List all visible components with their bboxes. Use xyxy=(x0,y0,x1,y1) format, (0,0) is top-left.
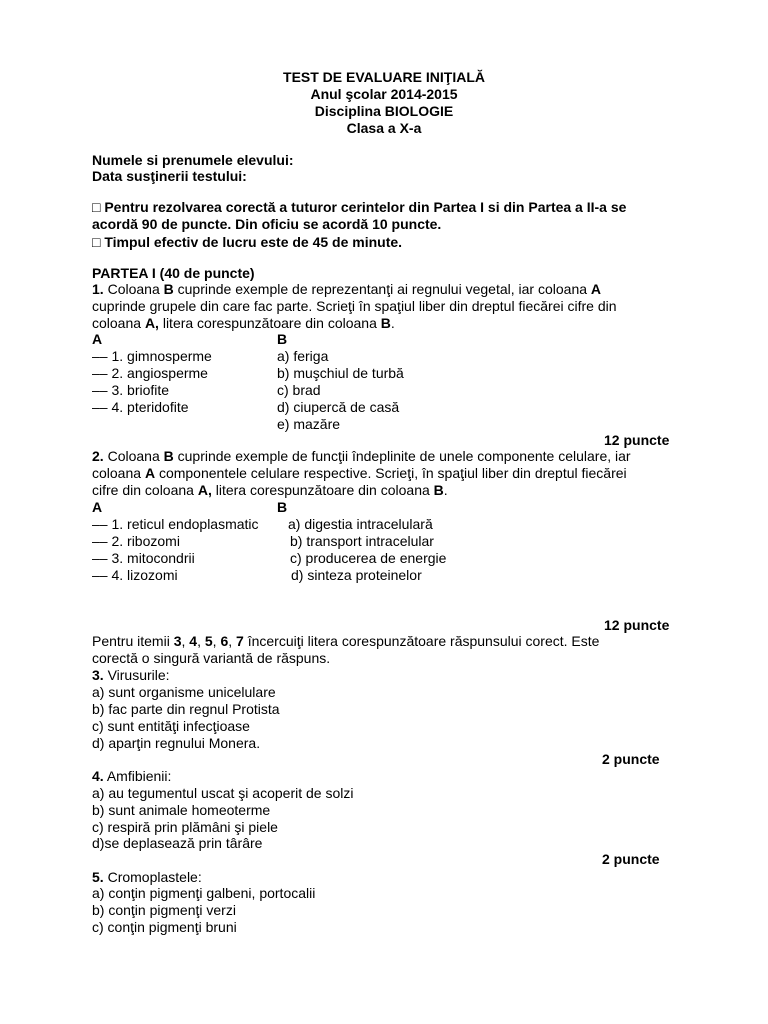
q2-b-item: a) digestia intracelulară xyxy=(288,516,433,532)
class-level: Clasa a X-a xyxy=(346,120,422,136)
q5-number: 5. xyxy=(92,869,104,885)
mc-intro-line-1: Pentru itemii 3, 4, 5, 6, 7 încercuiţi litera corespunzătoare răspunsului corect. Este xyxy=(92,633,600,649)
q4-stem: 4. Amfibienii: xyxy=(92,768,172,784)
q1-a-item: –– 3. briofite xyxy=(92,382,170,398)
q2-b-item: c) producerea de energie xyxy=(290,550,447,566)
mc-intro-line-2: corectă o singură variantă de răspuns. xyxy=(92,650,331,666)
part-1-heading: PARTEA I (40 de puncte) xyxy=(92,265,255,281)
q5-option: b) conţin pigmenţi verzi xyxy=(92,902,236,918)
q1-points: 12 puncte xyxy=(604,432,670,448)
q1-text-line-3: coloana A, litera corespunzătoare din coloana B. xyxy=(92,315,395,331)
q4-option: b) sunt animale homeoterme xyxy=(92,802,271,818)
q1-b-item: c) brad xyxy=(277,382,321,398)
q2-points: 12 puncte xyxy=(604,617,670,633)
q1-text-line-1: 1. Coloana B cuprinde exemple de reprezentanţi ai regnului vegetal, iar coloana A xyxy=(92,281,602,297)
q1-a-item: –– 4. pteridofite xyxy=(92,399,189,415)
q3-stem: 3. Virusurile: xyxy=(92,667,170,683)
q5-option: a) conţin pigmenţi galbeni, portocalii xyxy=(92,885,316,901)
q2-number: 2. xyxy=(92,448,104,464)
q3-number: 3. xyxy=(92,667,104,683)
instruction-1-line-1: □ Pentru rezolvarea corectă a tuturor cerintelor din Partea I si din Partea a II-a se xyxy=(92,199,627,215)
q2-a-item: –– 3. mitocondrii xyxy=(92,550,195,566)
q4-option: c) respiră prin plămâni şi piele xyxy=(92,819,278,835)
q2-a-item: –– 1. reticul endoplasmatic xyxy=(92,516,259,532)
instruction-2: □ Timpul efectiv de lucru este de 45 de minute. xyxy=(92,234,403,250)
q5-option: c) conţin pigmenţi bruni xyxy=(92,919,237,935)
q1-text-line-2: cuprinde grupele din care fac parte. Scrieţi în spaţiul liber din dreptul fiecărei cifre din xyxy=(92,298,617,314)
test-date-label: Data susţinerii testului: xyxy=(92,168,247,184)
school-year: Anul şcolar 2014-2015 xyxy=(310,86,458,102)
q1-a-item: –– 1. gimnosperme xyxy=(92,348,212,364)
q2-b-item: b) transport intracelular xyxy=(290,533,434,549)
q2-column-b-header: B xyxy=(277,499,288,515)
q1-b-item: b) muşchiul de turbă xyxy=(277,365,404,381)
q1-b-item: e) mazăre xyxy=(277,416,341,432)
q5-stem: 5. Cromoplastele: xyxy=(92,869,202,885)
q1-b-item: a) feriga xyxy=(277,348,329,364)
q4-points: 2 puncte xyxy=(602,851,660,867)
q2-text-line-2: coloana A componentele celulare respective. Scrieţi, în spaţiul liber din dreptul fiecărei xyxy=(92,465,627,481)
q3-option: b) fac parte din regnul Protista xyxy=(92,701,280,717)
q3-option: d) aparţin regnului Monera. xyxy=(92,735,261,751)
discipline: Disciplina BIOLOGIE xyxy=(314,103,454,119)
q3-option: a) sunt organisme unicelulare xyxy=(92,684,276,700)
q1-column-b-header: B xyxy=(277,331,288,347)
q1-number: 1. xyxy=(92,281,104,297)
q2-text-line-3: cifre din coloana A, litera corespunzătoare din coloana B. xyxy=(92,482,448,498)
q2-b-item: d) sinteza proteinelor xyxy=(291,567,422,583)
instruction-1-line-2: acordă 90 de puncte. Din oficiu se acordă 10 puncte. xyxy=(92,216,442,232)
q3-option: c) sunt entităţi infecţioase xyxy=(92,718,250,734)
q4-option: d)se deplasează prin târâre xyxy=(92,835,263,851)
q2-a-item: –– 2. ribozomi xyxy=(92,533,180,549)
student-name-label: Numele si prenumele elevului: xyxy=(92,152,294,168)
q4-option: a) au tegumentul uscat şi acoperit de solzi xyxy=(92,785,354,801)
q3-points: 2 puncte xyxy=(602,751,660,767)
q2-text-line-1: 2. Coloana B cuprinde exemple de funcţii îndeplinite de unele componente celulare, iar xyxy=(92,448,631,464)
q2-a-item: –– 4. lizozomi xyxy=(92,567,178,583)
q1-a-item: –– 2. angiosperme xyxy=(92,365,208,381)
doc-title: TEST DE EVALUARE INIŢIALĂ xyxy=(283,69,485,85)
q1-b-item: d) ciupercă de casă xyxy=(277,399,400,415)
q4-number: 4. xyxy=(92,768,104,784)
q2-column-a-header: A xyxy=(92,499,103,515)
q1-column-a-header: A xyxy=(92,331,103,347)
